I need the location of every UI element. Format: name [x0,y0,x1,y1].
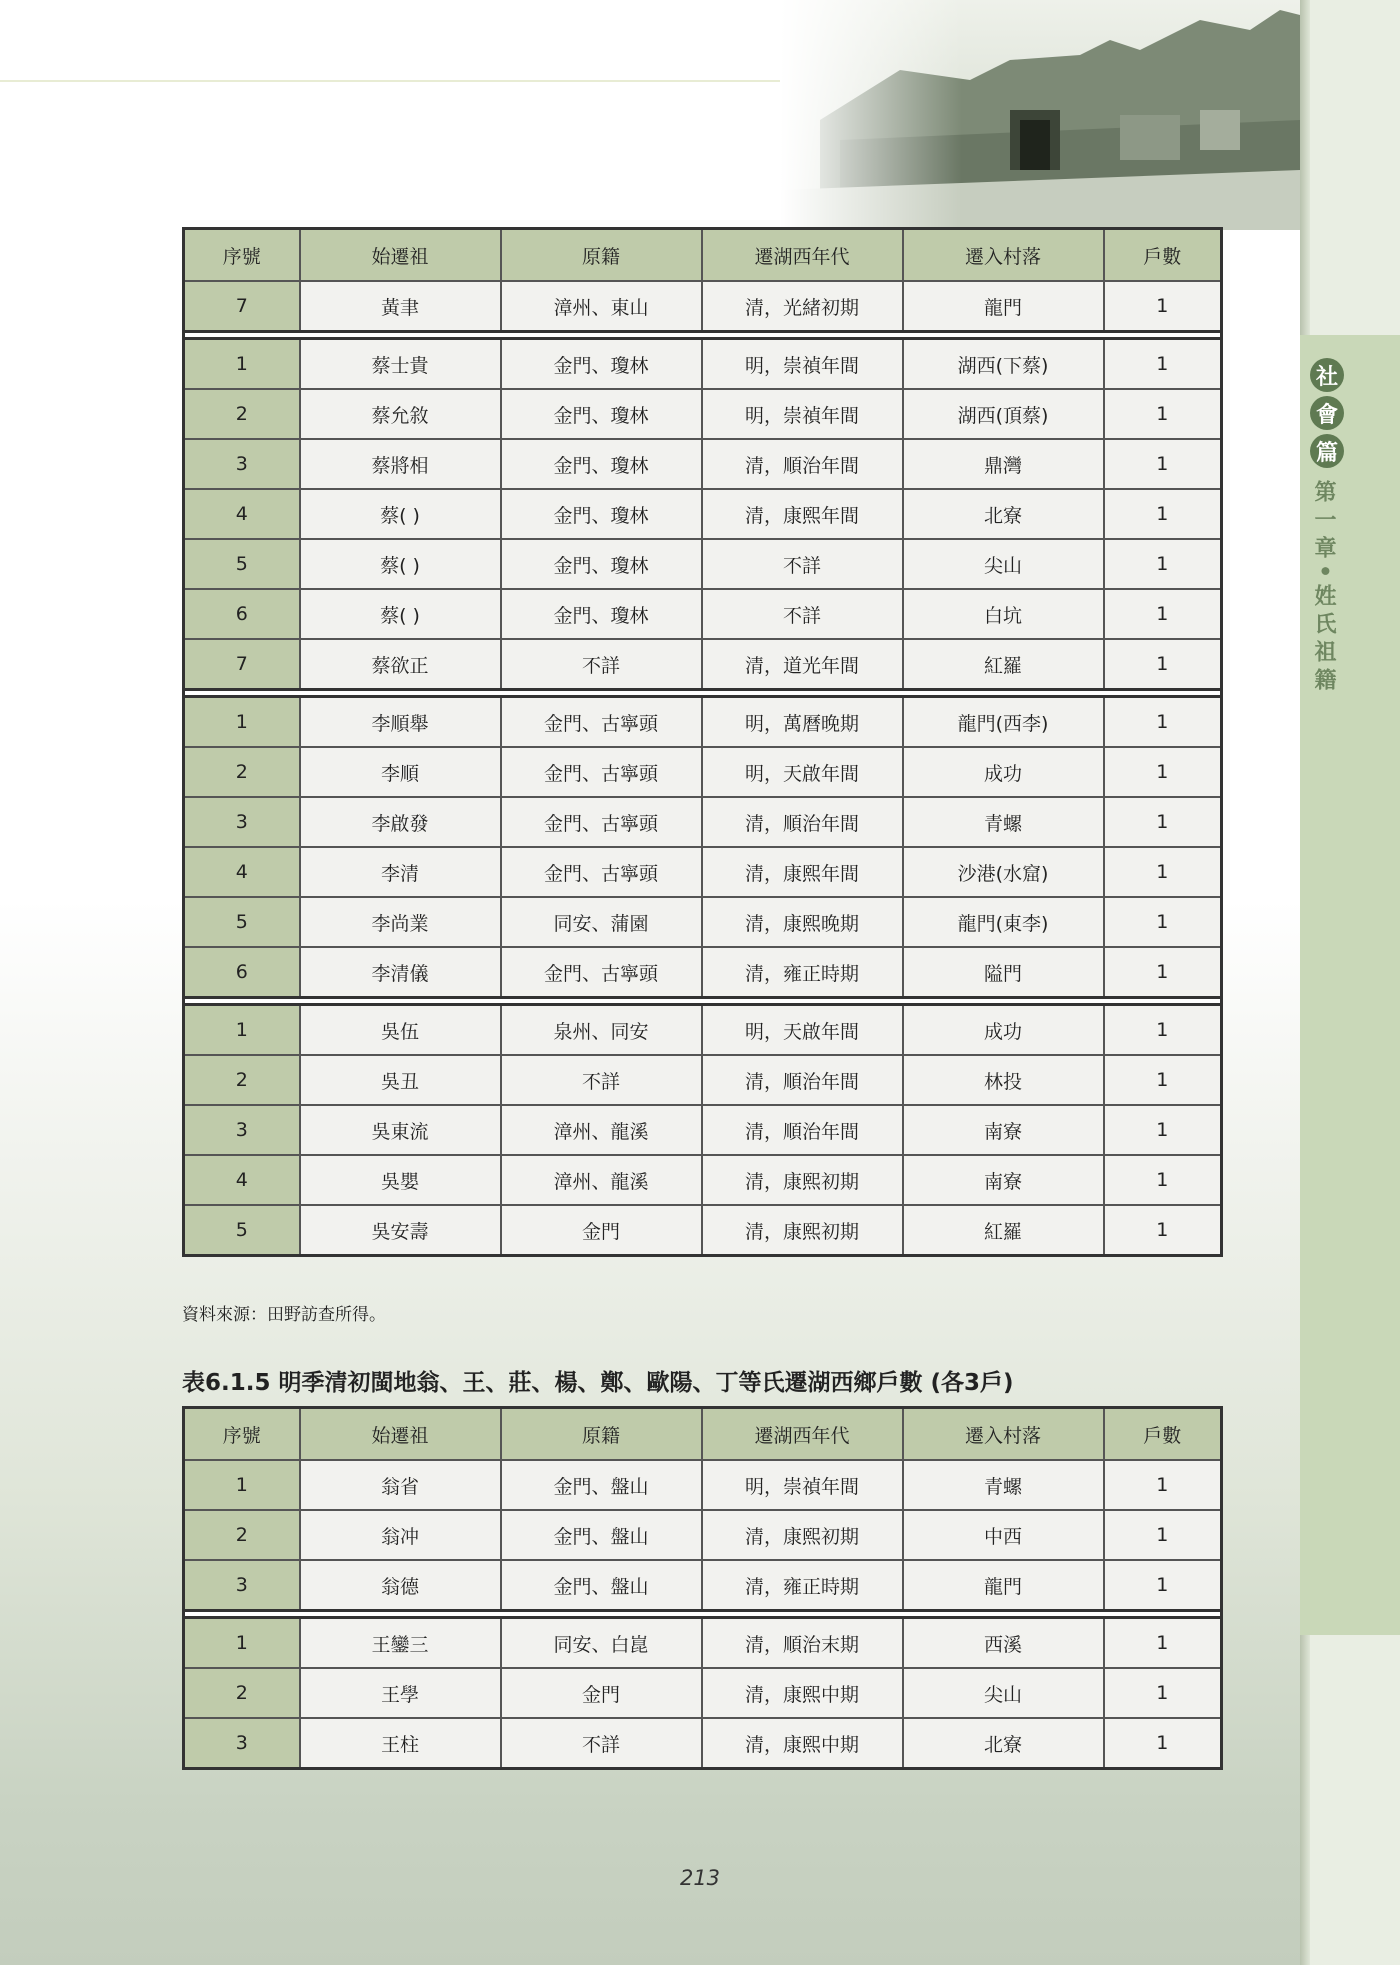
cell-village: 龍門 [903,281,1104,332]
section-badge [1308,358,1346,468]
cell-origin: 漳州、龍溪 [501,1105,702,1155]
cell-village: 鼎灣 [903,439,1104,489]
cell-households: 1 [1104,489,1222,539]
header-ancestor: 始遷祖 [300,1408,501,1461]
table-row [184,1055,1222,1105]
cell-era: 清，順治年間 [702,1055,903,1105]
cell-ancestor: 蔡( ) [300,589,501,639]
cell-index: 3 [184,797,300,847]
cell-village: 龍門(東李) [903,897,1104,947]
chapter-title: 第一章•姓氏祖籍 [1311,480,1337,697]
table-row [184,1005,1222,1056]
table-row [184,1718,1222,1769]
cell-origin: 金門、盤山 [501,1460,702,1510]
table-row [184,489,1222,539]
cell-village: 中西 [903,1510,1104,1560]
cell-index: 3 [184,1105,300,1155]
cell-era: 明，天啟年間 [702,747,903,797]
cell-households: 1 [1104,1718,1222,1769]
cell-ancestor: 李尚業 [300,897,501,947]
cell-households: 1 [1104,697,1222,748]
cell-index: 4 [184,1155,300,1205]
cell-ancestor: 王鑾三 [300,1618,501,1669]
cell-village: 湖西(頂蔡) [903,389,1104,439]
cell-households: 1 [1104,1460,1222,1510]
table-header-row [184,1408,1222,1461]
cell-origin: 金門 [501,1205,702,1256]
cell-era: 明，崇禎年間 [702,1460,903,1510]
header-households: 戶數 [1104,229,1222,282]
cell-households: 1 [1104,389,1222,439]
cell-era: 清，康熙晚期 [702,897,903,947]
cell-era: 明，崇禎年間 [702,339,903,390]
cell-era: 清，康熙中期 [702,1718,903,1769]
cell-households: 1 [1104,589,1222,639]
cell-ancestor: 吳丑 [300,1055,501,1105]
cell-era: 清，康熙初期 [702,1205,903,1256]
cell-village: 成功 [903,747,1104,797]
cell-ancestor: 翁冲 [300,1510,501,1560]
cell-era: 清，道光年間 [702,639,903,690]
table-row [184,1460,1222,1510]
cell-households: 1 [1104,639,1222,690]
cell-origin: 同安、白崑 [501,1618,702,1669]
cell-ancestor: 蔡( ) [300,539,501,589]
table-row [184,1105,1222,1155]
cell-households: 1 [1104,539,1222,589]
cell-village: 西溪 [903,1618,1104,1669]
cell-ancestor: 王柱 [300,1718,501,1769]
cell-index: 3 [184,439,300,489]
cell-index: 1 [184,1005,300,1056]
cell-origin: 金門、古寧頭 [501,697,702,748]
cell-era: 不詳 [702,589,903,639]
table-row [184,697,1222,748]
cell-ancestor: 翁省 [300,1460,501,1510]
cell-era: 清，康熙初期 [702,1510,903,1560]
table-header-row [184,229,1222,282]
group-divider [184,332,1222,339]
table-row [184,439,1222,489]
cell-village: 南寮 [903,1155,1104,1205]
cell-index: 1 [184,1460,300,1510]
cell-households: 1 [1104,947,1222,998]
cell-households: 1 [1104,339,1222,390]
cell-origin: 金門、古寧頭 [501,797,702,847]
table-row [184,747,1222,797]
cell-households: 1 [1104,439,1222,489]
table-row [184,281,1222,332]
cell-village: 青螺 [903,797,1104,847]
cell-origin: 金門、古寧頭 [501,947,702,998]
cell-households: 1 [1104,747,1222,797]
table-row [184,589,1222,639]
cell-index: 2 [184,1510,300,1560]
cell-origin: 不詳 [501,1055,702,1105]
cell-households: 1 [1104,1560,1222,1611]
cell-index: 1 [184,1618,300,1669]
cell-origin: 金門、古寧頭 [501,847,702,897]
cell-origin: 金門、盤山 [501,1560,702,1611]
header-index: 序號 [184,1408,300,1461]
cell-households: 1 [1104,1668,1222,1718]
cell-index: 7 [184,281,300,332]
cell-index: 6 [184,589,300,639]
table-row [184,389,1222,439]
right-sidebar-strip [1300,0,1400,1965]
cell-index: 2 [184,389,300,439]
section-char-1: 社 [1310,358,1344,392]
cell-era: 清，順治年間 [702,439,903,489]
header-origin: 原籍 [501,229,702,282]
group-divider [184,998,1222,1005]
cell-ancestor: 李順舉 [300,697,501,748]
cell-village: 紅羅 [903,639,1104,690]
cell-households: 1 [1104,281,1222,332]
cell-era: 清，順治年間 [702,797,903,847]
cell-households: 1 [1104,1205,1222,1256]
cell-era: 清，順治年間 [702,1105,903,1155]
table-row [184,539,1222,589]
section-char-3: 篇 [1310,434,1344,468]
cell-era: 明，天啟年間 [702,1005,903,1056]
cell-ancestor: 蔡士貴 [300,339,501,390]
cell-ancestor: 李啟發 [300,797,501,847]
cell-era: 清，雍正時期 [702,947,903,998]
cell-origin: 同安、蒲園 [501,897,702,947]
cell-era: 清，雍正時期 [702,1560,903,1611]
cell-village: 南寮 [903,1105,1104,1155]
cell-village: 北寮 [903,1718,1104,1769]
header-village: 遷入村落 [903,1408,1104,1461]
table-row [184,1510,1222,1560]
cell-households: 1 [1104,1618,1222,1669]
cell-origin: 漳州、東山 [501,281,702,332]
cell-ancestor: 吳嬰 [300,1155,501,1205]
cell-era: 清，康熙年間 [702,489,903,539]
cell-households: 1 [1104,1155,1222,1205]
table-row [184,639,1222,690]
cell-origin: 漳州、龍溪 [501,1155,702,1205]
cell-index: 5 [184,539,300,589]
cell-ancestor: 李順 [300,747,501,797]
cell-households: 1 [1104,1510,1222,1560]
cell-village: 尖山 [903,539,1104,589]
cell-households: 1 [1104,847,1222,897]
surname-table-2 [182,1406,1223,1770]
cell-village: 林投 [903,1055,1104,1105]
cell-village: 青螺 [903,1460,1104,1510]
table-row [184,897,1222,947]
cell-origin: 金門 [501,1668,702,1718]
cell-era: 明，萬曆晚期 [702,697,903,748]
header-households: 戶數 [1104,1408,1222,1461]
header-index: 序號 [184,229,300,282]
cell-index: 6 [184,947,300,998]
cell-households: 1 [1104,1005,1222,1056]
cell-ancestor: 蔡( ) [300,489,501,539]
cell-ancestor: 吳安壽 [300,1205,501,1256]
table-row [184,1668,1222,1718]
cell-origin: 泉州、同安 [501,1005,702,1056]
cell-households: 1 [1104,1055,1222,1105]
table-row [184,1205,1222,1256]
cell-index: 4 [184,847,300,897]
section-char-2: 會 [1310,396,1344,430]
cell-ancestor: 蔡允敘 [300,389,501,439]
cell-origin: 金門、盤山 [501,1510,702,1560]
table-caption: 表6.1.5 明季清初閩地翁、王、莊、楊、鄭、歐陽、丁等氏遷湖西鄉戶數 (各3戶) [182,1370,1014,1396]
group-divider [184,1611,1222,1618]
cell-village: 北寮 [903,489,1104,539]
cell-households: 1 [1104,797,1222,847]
cell-ancestor: 李清儀 [300,947,501,998]
source-note: 資料來源：田野訪查所得。 [182,1305,386,1325]
cell-index: 1 [184,697,300,748]
cell-ancestor: 王學 [300,1668,501,1718]
cell-index: 3 [184,1560,300,1611]
cell-index: 2 [184,747,300,797]
group-divider [184,690,1222,697]
cell-village: 龍門 [903,1560,1104,1611]
header-era: 遷湖西年代 [702,229,903,282]
cell-origin: 金門、古寧頭 [501,747,702,797]
cell-ancestor: 翁德 [300,1560,501,1611]
table-row [184,1618,1222,1669]
cell-index: 5 [184,897,300,947]
cell-index: 2 [184,1668,300,1718]
cell-origin: 金門、瓊林 [501,539,702,589]
cell-index: 7 [184,639,300,690]
table-row [184,847,1222,897]
cell-index: 3 [184,1718,300,1769]
table-row [184,797,1222,847]
cell-era: 不詳 [702,539,903,589]
table-row [184,339,1222,390]
old-building-photo [780,0,1300,230]
cell-origin: 金門、瓊林 [501,489,702,539]
cell-households: 1 [1104,897,1222,947]
cell-village: 湖西(下蔡) [903,339,1104,390]
cell-index: 4 [184,489,300,539]
top-rule [0,80,795,82]
cell-origin: 不詳 [501,1718,702,1769]
cell-village: 龍門(西李) [903,697,1104,748]
cell-village: 隘門 [903,947,1104,998]
page-number: 213 [679,1866,721,1890]
cell-village: 沙港(水窟) [903,847,1104,897]
cell-ancestor: 蔡將相 [300,439,501,489]
cell-origin: 不詳 [501,639,702,690]
cell-era: 清，康熙年間 [702,847,903,897]
cell-era: 清，康熙初期 [702,1155,903,1205]
cell-village: 尖山 [903,1668,1104,1718]
cell-origin: 金門、瓊林 [501,439,702,489]
table-row [184,947,1222,998]
cell-village: 白坑 [903,589,1104,639]
cell-ancestor: 吳伍 [300,1005,501,1056]
cell-ancestor: 蔡欲正 [300,639,501,690]
cell-index: 2 [184,1055,300,1105]
cell-ancestor: 吳東流 [300,1105,501,1155]
header-era: 遷湖西年代 [702,1408,903,1461]
cell-origin: 金門、瓊林 [501,589,702,639]
header-village: 遷入村落 [903,229,1104,282]
cell-index: 1 [184,339,300,390]
surname-table-1 [182,227,1223,1257]
cell-village: 成功 [903,1005,1104,1056]
table-row [184,1155,1222,1205]
header-origin: 原籍 [501,1408,702,1461]
cell-origin: 金門、瓊林 [501,389,702,439]
cell-ancestor: 黃聿 [300,281,501,332]
header-ancestor: 始遷祖 [300,229,501,282]
cell-era: 清，康熙中期 [702,1668,903,1718]
cell-index: 5 [184,1205,300,1256]
cell-era: 清，光緒初期 [702,281,903,332]
table-row [184,1560,1222,1611]
cell-era: 明，崇禎年間 [702,389,903,439]
cell-origin: 金門、瓊林 [501,339,702,390]
cell-era: 清，順治末期 [702,1618,903,1669]
cell-households: 1 [1104,1105,1222,1155]
cell-village: 紅羅 [903,1205,1104,1256]
cell-ancestor: 李清 [300,847,501,897]
